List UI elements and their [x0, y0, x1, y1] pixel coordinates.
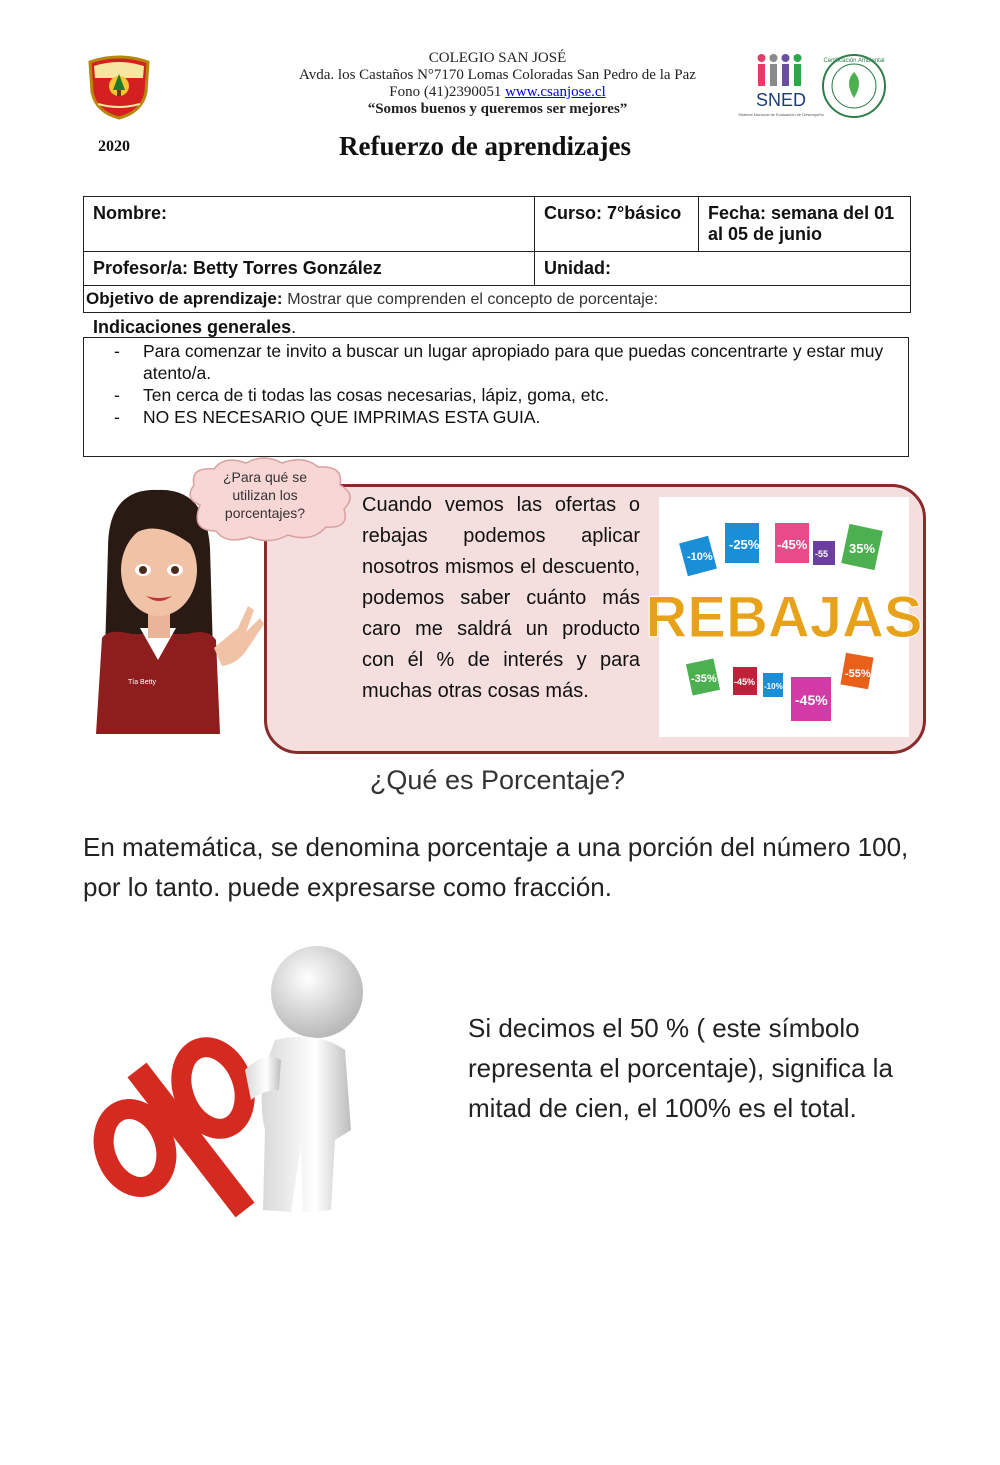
indications-title [93, 317, 296, 338]
shopping-bag-icon [725, 523, 760, 563]
fecha-cell: Fecha: semana del 01 al 05 de junio [699, 197, 911, 252]
rebajas-graphic [645, 497, 923, 737]
school-address: Avda. los Castaños N°7170 Lomas Coloradas San Pedro de la Paz [299, 67, 696, 83]
nombre-cell: Nombre: [84, 197, 535, 252]
indications-title-suffix: . [291, 317, 297, 337]
figure-head [271, 946, 363, 1038]
student-info-table [83, 196, 911, 313]
school-header [250, 50, 745, 118]
shopping-bag-icon [763, 673, 783, 697]
shopping-bag-icon [679, 536, 717, 577]
sned-logo-text: SNED [755, 90, 807, 110]
section-subtitle: ¿Qué es Porcentaje? [369, 765, 626, 795]
year-label: 2020 [98, 138, 130, 155]
percent-symbol-text: % [95, 940, 96, 941]
tag-label: -55 [815, 549, 829, 559]
tag-label: -35% [691, 673, 717, 685]
school-website-link[interactable]: www.csanjose.cl [505, 84, 606, 100]
school-motto: “Somos buenos y queremos ser mejores” [367, 101, 628, 117]
tag-label: -55% [845, 668, 871, 680]
teacher-badge: Tía Betty [128, 679, 157, 686]
seal-text: Certificación Ambiental [823, 58, 885, 64]
shopping-bag-icon [791, 677, 831, 721]
rebajas-word: REBAJAS [645, 585, 923, 650]
tag-label: -45% [777, 537, 808, 552]
certification-seal [818, 52, 890, 120]
percentage-definition: En matemática, se denomina porcentaje a una porción del número 100, por lo tanto. puede expresarse como fracción. [83, 832, 909, 902]
school-phone: Fono (41)2390051 [389, 84, 502, 100]
objetivo-label: Objetivo de aprendizaje: [86, 289, 283, 308]
indications-title-text: Indicaciones generales [93, 317, 292, 337]
page-title: Refuerzo de aprendizajes [339, 131, 631, 161]
tag-label: -10% [764, 682, 783, 691]
shopping-bag-icon [775, 523, 809, 563]
curso-cell: Curso: 7°básico [535, 197, 699, 252]
fifty-percent-explanation: Si decimos el 50 % ( este símbolo representa el porcentaje), significa la mitad de cien, el 100% es el total. [468, 1013, 893, 1123]
sned-logo [738, 52, 824, 120]
school-crest-logo [82, 52, 156, 120]
tag-label: -10% [687, 551, 713, 563]
percent-figure-illustration [95, 940, 395, 1230]
school-name: COLEGIO SAN JOSÉ [428, 50, 567, 66]
profesor-cell: Profesor/a: Betty Torres González [84, 252, 535, 286]
indications-list [84, 338, 908, 428]
indication-item: - Para comenzar te invito a buscar un lugar apropiado para que puedas concentrarte y estar muy atento/a. [84, 340, 908, 384]
school-contact [250, 84, 745, 101]
shopping-bag-icon [733, 667, 757, 695]
indication-item: - NO ES NECESARIO QUE IMPRIMAS ESTA GUIA. [84, 406, 908, 428]
tag-label: -45% [734, 677, 756, 687]
shopping-bag-icon [841, 524, 883, 570]
objetivo-text: Mostrar que comprenden el concepto de porcentaje: [287, 291, 659, 308]
objetivo-cell [84, 286, 911, 313]
offers-card-text: Cuando vemos las ofertas o rebajas podemos aplicar nosotros mismos el descuento, podemos saber cuánto más caro me saldrá un producto con él % de interés y para muchas otras cosas más. [362, 494, 640, 702]
shopping-bag-icon [813, 541, 835, 565]
percent-sign-icon [93, 1038, 255, 1210]
sned-logo-subtext: Sistema Nacional de Evaluación de Desempeño [738, 112, 824, 117]
indication-item: - Ten cerca de ti todas las cosas necesarias, lápiz, goma, etc. [84, 384, 908, 406]
thought-bubble-text: ¿Para qué se utilizan los porcentajes? [222, 469, 308, 521]
shopping-bag-icon [686, 658, 720, 695]
unidad-cell: Unidad: [535, 252, 911, 286]
tag-label: -25% [729, 537, 760, 552]
rebajas-illustration [645, 497, 923, 737]
shopping-bag-icon [840, 653, 873, 689]
tag-label: -45% [795, 692, 828, 708]
indications-box [83, 337, 909, 457]
tag-label: 35% [849, 541, 876, 556]
